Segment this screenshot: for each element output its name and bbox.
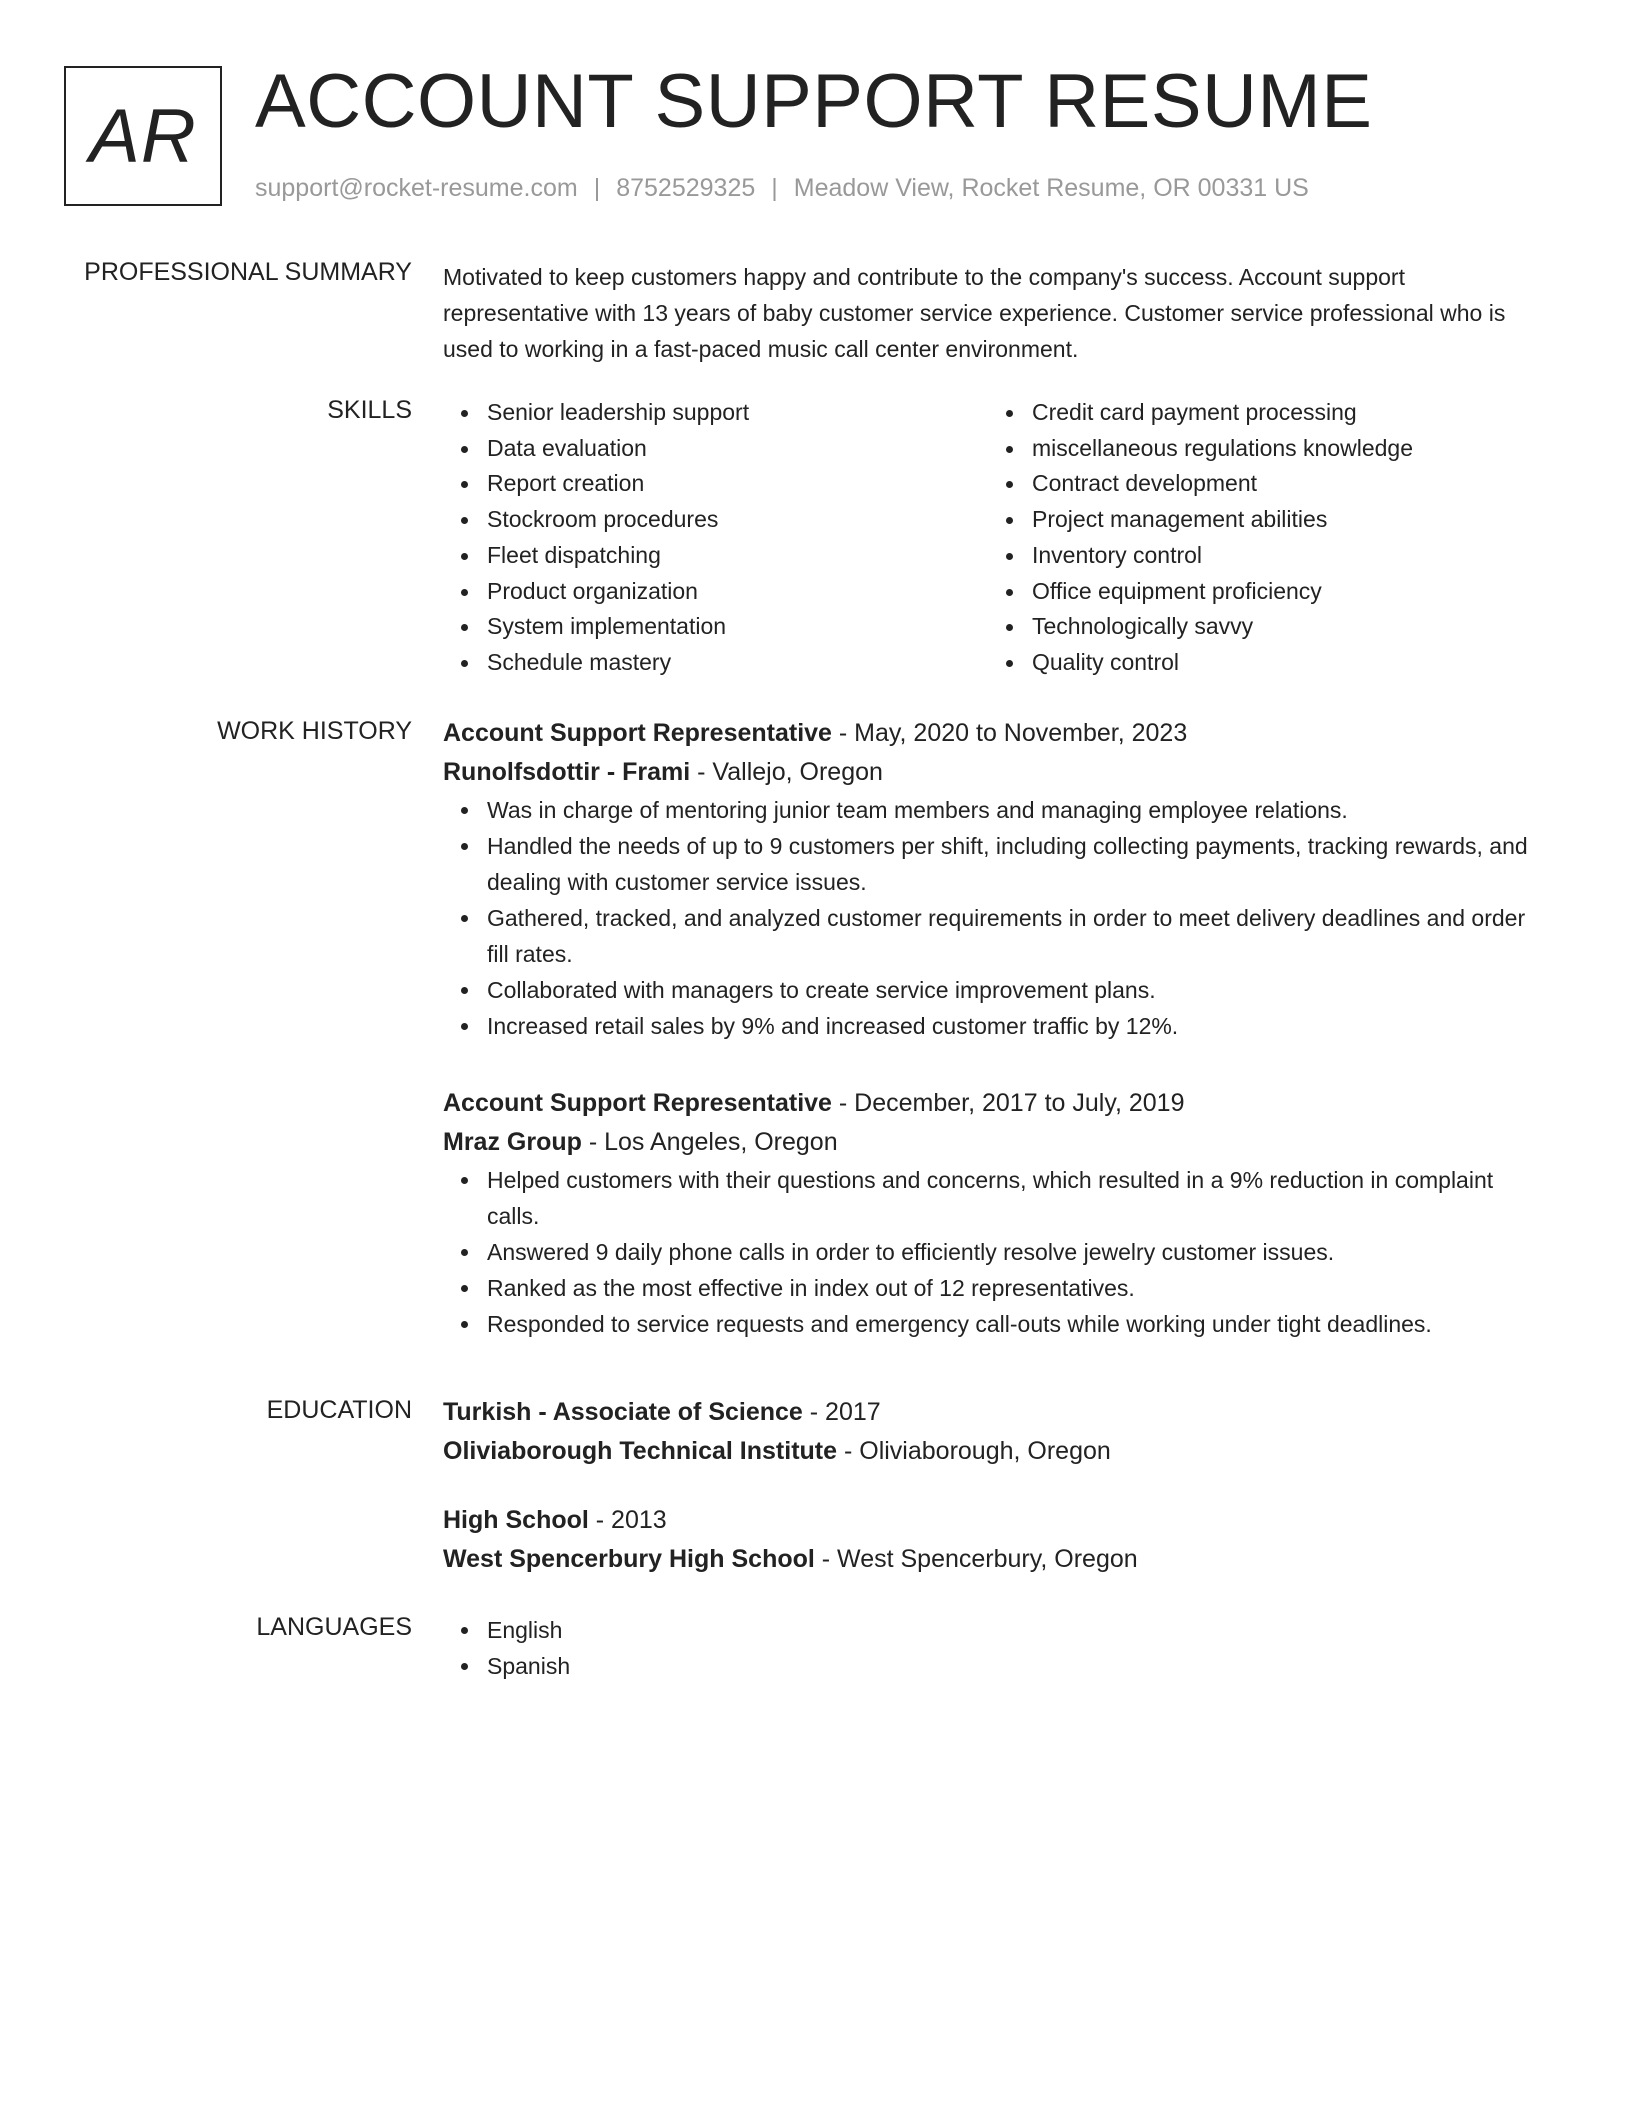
skill-item: Contract development <box>1032 466 1533 502</box>
languages-body <box>443 1612 1533 1684</box>
job-entry <box>443 714 1533 1044</box>
work-history-body <box>443 714 1533 1342</box>
job-dates: - December, 2017 to July, 2019 <box>831 1089 1185 1117</box>
job-company-line <box>443 753 1533 792</box>
language-item: Spanish <box>487 1648 1533 1684</box>
skill-item: Project management abilities <box>1032 502 1533 538</box>
duty-item: Collaborated with managers to create service improvement plans. <box>487 972 1533 1008</box>
skill-item: System implementation <box>487 609 988 645</box>
job-company: Mraz Group <box>443 1128 582 1156</box>
job-duties <box>443 792 1533 1044</box>
skill-item: miscellaneous regulations knowledge <box>1032 431 1533 467</box>
job-title-line <box>443 714 1533 753</box>
resume-title: ACCOUNT SUPPORT RESUME <box>255 59 1373 144</box>
summary-text: Motivated to keep customers happy and contribute to the company's success. Account support representative with 13 years of baby customer service experience. Customer service professional who is used to working in a fast-paced music call center environment. <box>443 264 1506 362</box>
duty-item: Gathered, tracked, and analyzed customer requirements in order to meet delivery deadlines and order fill rates. <box>487 900 1533 972</box>
monogram-logo: AR <box>64 66 222 206</box>
job-title-line <box>443 1084 1533 1123</box>
degree-year: - 2017 <box>802 1398 881 1426</box>
degree-line <box>443 1501 1533 1540</box>
education-body <box>443 1393 1533 1579</box>
skill-item: Schedule mastery <box>487 645 988 681</box>
summary-heading: PROFESSIONAL SUMMARY <box>84 258 412 286</box>
work-history-heading: WORK HISTORY <box>217 717 412 745</box>
degree-year: - 2013 <box>588 1506 667 1534</box>
summary-body <box>443 259 1533 367</box>
duty-item: Increased retail sales by 9% and increased customer traffic by 12%. <box>487 1008 1533 1044</box>
skill-item: Technologically savvy <box>1032 609 1533 645</box>
job-title: Account Support Representative <box>443 1089 832 1117</box>
language-item: English <box>487 1612 1533 1648</box>
skill-item: Data evaluation <box>487 431 988 467</box>
languages-list <box>443 1612 1533 1684</box>
job-company-line <box>443 1123 1533 1162</box>
contact-address: Meadow View, Rocket Resume, OR 00331 US <box>793 174 1309 202</box>
languages-heading: LANGUAGES <box>256 1613 412 1641</box>
education-entry <box>443 1501 1533 1579</box>
school-line <box>443 1432 1533 1471</box>
skills-heading: SKILLS <box>327 396 412 424</box>
skill-item: Quality control <box>1032 645 1533 681</box>
school-line <box>443 1540 1533 1579</box>
duty-item: Ranked as the most effective in index out of 12 representatives. <box>487 1270 1533 1306</box>
school-location: - West Spencerbury, Oregon <box>814 1545 1138 1573</box>
contact-separator: | <box>771 174 778 202</box>
school-location: - Oliviaborough, Oregon <box>837 1437 1111 1465</box>
contact-phone: 8752529325 <box>616 174 756 202</box>
skill-item: Fleet dispatching <box>487 538 988 574</box>
degree-name: High School <box>443 1506 589 1534</box>
job-location: - Vallejo, Oregon <box>690 758 883 786</box>
skills-body <box>443 395 1533 681</box>
duty-item: Helped customers with their questions and concerns, which resulted in a 9% reduction in complaint calls. <box>487 1162 1533 1234</box>
degree-line <box>443 1393 1533 1432</box>
job-duties <box>443 1162 1533 1342</box>
contact-email: support@rocket-resume.com <box>255 174 578 202</box>
skills-grid <box>443 395 1533 681</box>
duty-item: Was in charge of mentoring junior team members and managing employee relations. <box>487 792 1533 828</box>
skill-item: Stockroom procedures <box>487 502 988 538</box>
duty-item: Handled the needs of up to 9 customers per shift, including collecting payments, tracking rewards, and dealing with customer service issues. <box>487 828 1533 900</box>
skill-item: Product organization <box>487 574 988 610</box>
contact-separator: | <box>593 174 601 202</box>
skill-item: Report creation <box>487 466 988 502</box>
skill-item: Senior leadership support <box>487 395 988 431</box>
education-heading: EDUCATION <box>266 1396 412 1424</box>
contact-line <box>255 173 1309 203</box>
school-name: Oliviaborough Technical Institute <box>443 1437 838 1465</box>
job-dates: - May, 2020 to November, 2023 <box>831 719 1188 747</box>
job-company: Runolfsdottir - Frami <box>443 758 691 786</box>
duty-item: Answered 9 daily phone calls in order to efficiently resolve jewelry customer issues. <box>487 1234 1533 1270</box>
job-entry <box>443 1084 1533 1342</box>
school-name: West Spencerbury High School <box>443 1545 815 1573</box>
skill-item: Office equipment proficiency <box>1032 574 1533 610</box>
skills-column-right <box>988 395 1533 681</box>
skill-item: Credit card payment processing <box>1032 395 1533 431</box>
job-title: Account Support Representative <box>443 719 832 747</box>
education-entry <box>443 1393 1533 1471</box>
skills-column-left <box>443 395 988 681</box>
job-location: - Los Angeles, Oregon <box>581 1128 838 1156</box>
degree-name: Turkish - Associate of Science <box>443 1398 803 1426</box>
skill-item: Inventory control <box>1032 538 1533 574</box>
duty-item: Responded to service requests and emergency call-outs while working under tight deadlines. <box>487 1306 1533 1342</box>
